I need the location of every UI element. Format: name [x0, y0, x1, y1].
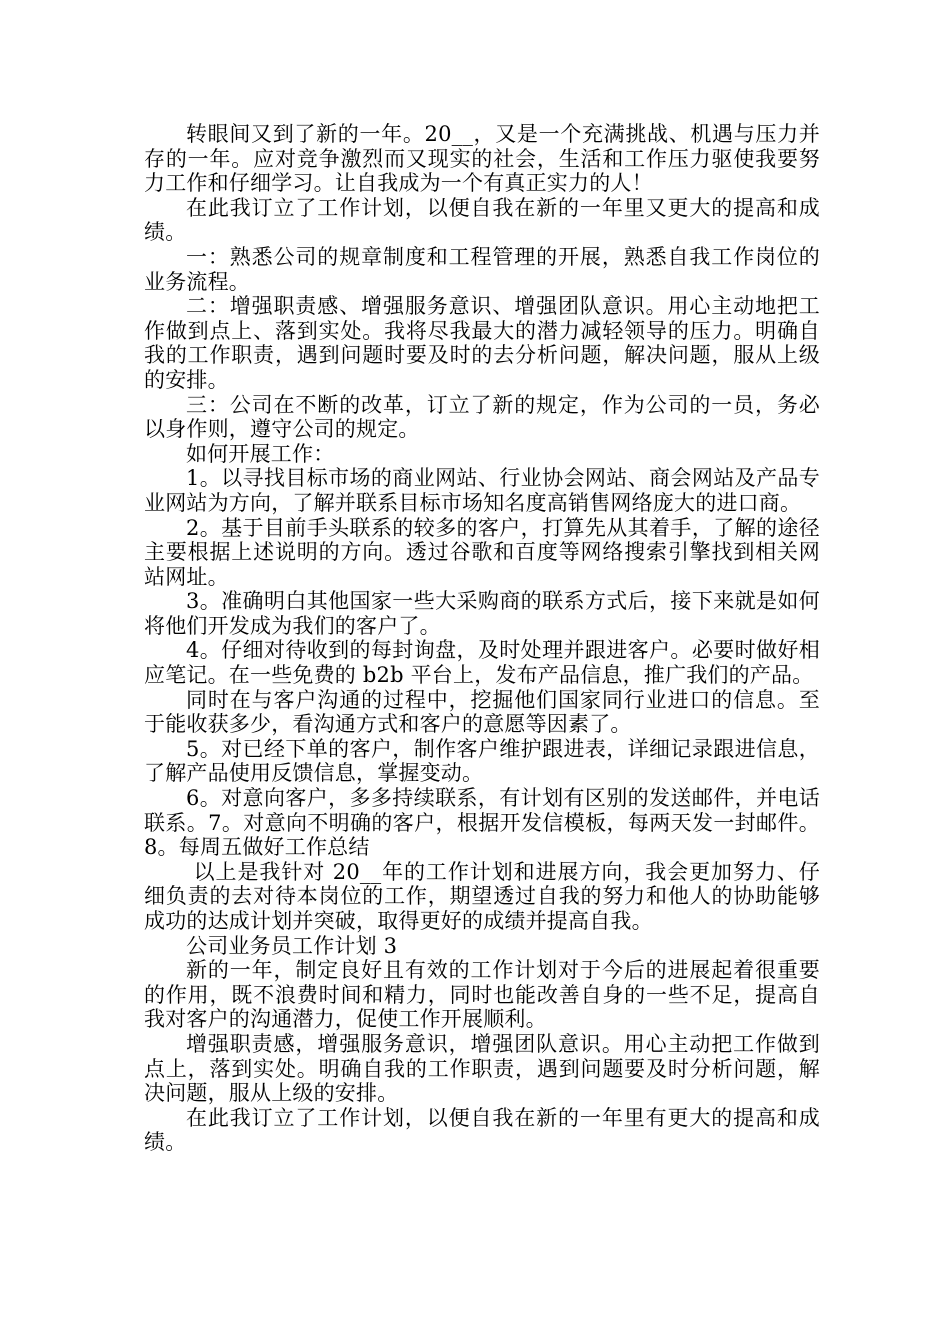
paragraph-plan-closing: 在此我订立了工作计划，以便自我在新的一年里有更大的提高和成绩。 [144, 1105, 820, 1155]
paragraph-new-year: 新的一年，制定良好且有效的工作计划对于今后的进展起着很重要的作用，既不浪费时间和精力，同时也能改善自身的一些不足，提高自我对客户的沟通潜力，促使工作开展顺利。 [144, 958, 820, 1032]
section-heading-plan-3: 公司业务员工作计划 3 [186, 933, 398, 958]
paragraph-item-5: 5。对已经下单的客户，制作客户维护跟进表，详细记录跟进信息，了解产品使用反馈信息，掌握变动。 [144, 736, 820, 786]
document-page [144, 122, 820, 1155]
paragraph-point-two: 二：增强职责感、增强服务意识、增强团队意识。用心主动地把工作做到点上、落到实处。我将尽我最大的潜力减轻领导的压力。明确自我的工作职责，遇到问题时要及时的去分析问题，解决问题，服从上级的安排。 [144, 294, 820, 392]
paragraph-responsibility: 增强职责感，增强服务意识，增强团队意识。用心主动把工作做到点上，落到实处。明确自我的工作职责，遇到问题要及时分析问题，解决问题，服从上级的安排。 [144, 1031, 820, 1106]
paragraph-intro: 转眼间又到了新的一年。20__，又是一个充满挑战、机遇与压力并存的一年。应对竞争激烈而又现实的社会，生活和工作压力驱使我要努力工作和仔细学习。让自我成为一个有真正实力的人！ [144, 122, 820, 196]
paragraph-item-1: 1。以寻找目标市场的商业网站、行业协会网站、商会网站及产品专业网站为方向，了解并联系目标市场知名度高销售网络庞大的进口商。 [144, 466, 820, 515]
paragraph-point-three: 三：公司在不断的改革，订立了新的规定，作为公司的一员，务必以身作则，遵守公司的规定。 [144, 392, 820, 442]
paragraph-item-2: 2。基于目前手头联系的较多的客户，打算先从其着手，了解的途径主要根据上述说明的方向。透过谷歌和百度等网络搜索引擎找到相关网站网址。 [144, 515, 820, 589]
paragraph-item-3: 3。准确明白其他国家一些大采购商的联系方式后，接下来就是如何将他们开发成为我们的客户了。 [144, 589, 820, 638]
paragraph-point-one: 一：熟悉公司的规章制度和工程管理的开展，熟悉自我工作岗位的业务流程。 [144, 244, 820, 294]
paragraph-plan-purpose: 在此我订立了工作计划，以便自我在新的一年里又更大的提高和成绩。 [144, 195, 820, 245]
paragraph-summary: 以上是我针对 20__年的工作计划和进展方向，我会更加努力、仔细负责的去对待本岗位的工作，期望透过自我的努力和他人的协助能够成功的达成计划并突破，取得更好的成绩并提高自我。 [144, 859, 820, 933]
paragraph-communication: 同时在与客户沟通的过程中，挖掘他们国家同行业进口的信息。至于能收获多少，看沟通方式和客户的意愿等因素了。 [144, 687, 820, 737]
paragraph-how-to-work: 如何开展工作： [186, 441, 335, 466]
paragraph-item-6-8: 6。对意向客户，多多持续联系，有计划有区别的发送邮件，并电话联系。7。对意向不明确的客户，根据开发信模板，每两天发一封邮件。8。每周五做好工作总结 [144, 786, 820, 860]
paragraph-item-4: 4。仔细对待收到的每封询盘，及时处理并跟进客户。必要时做好相应笔记。在一些免费的 b2b 平台上，发布产品信息，推广我们的产品。 [144, 638, 820, 688]
